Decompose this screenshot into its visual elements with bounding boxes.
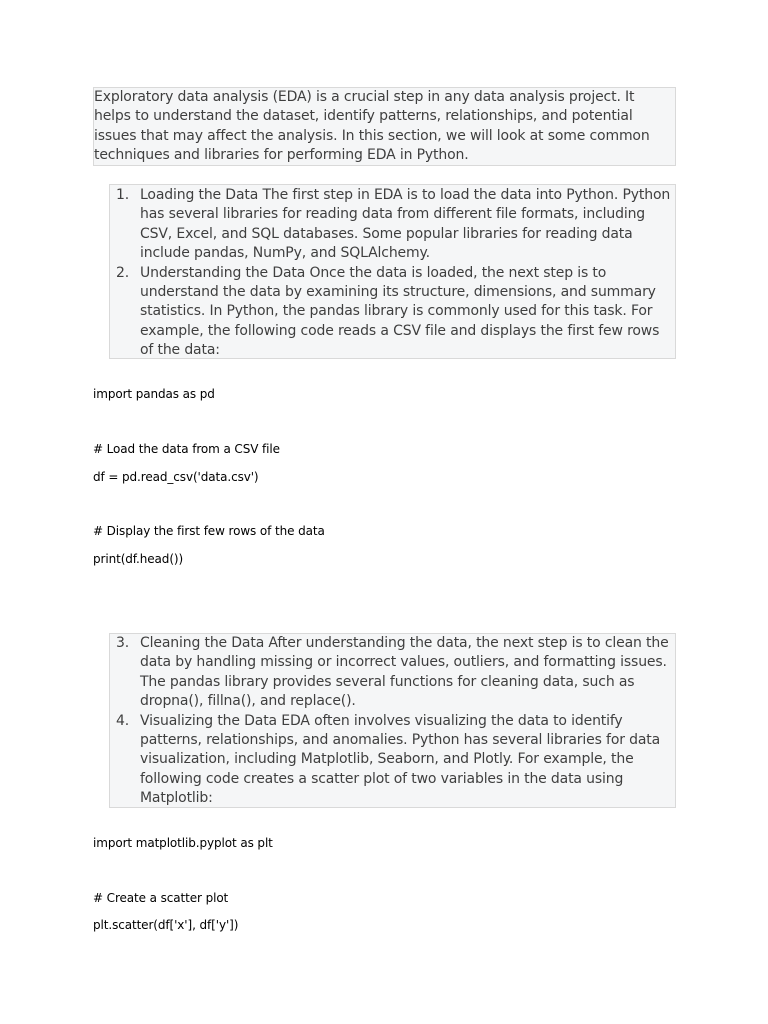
code-line-import-pandas: import pandas as pd [93, 387, 215, 401]
code-line-read-csv: df = pd.read_csv('data.csv') [93, 470, 259, 484]
list-item [110, 264, 675, 361]
list-number: 4. [116, 712, 130, 729]
list-item-text: Visualizing the Data EDA often involves visualizing the data to identify patterns, relationships, and anomalies. Python has several libraries for data visualization, including Matplotlib, Seaborn, and Plotly. For example, the following code creates a scatter plot of two variables in the data using Matplotlib: [140, 712, 661, 807]
code-comment-display: # Display the first few rows of the data [93, 524, 325, 538]
code-line-print: print(df.head()) [93, 552, 184, 566]
list-number: 3. [116, 635, 130, 651]
code-line-scatter: plt.scatter(df['x'], df['y']) [93, 918, 239, 932]
code-line-import-matplotlib: import matplotlib.pyplot as plt [93, 836, 273, 850]
code-comment-scatter: # Create a scatter plot [93, 891, 229, 905]
list-number: 2. [116, 264, 130, 281]
intro-text: Exploratory data analysis (EDA) is a crucial step in any data analysis project. It helps to understand the dataset, identify patterns, relationships, and potential issues that may affect the analysis. In this section, we will look at some common techniques and libraries for performing EDA in Python. [94, 89, 650, 164]
numbered-list-2 [109, 633, 676, 808]
numbered-list-1 [109, 184, 676, 359]
list-item [110, 634, 675, 712]
code-comment-load: # Load the data from a CSV file [93, 442, 280, 456]
list-item-text: Understanding the Data Once the data is loaded, the next step is to understand the data by examining its structure, dimensions, and summary statistics. In Python, the pandas library is commonly used for this task. For example, the following code reads a CSV file and displays the first few rows of the data: [140, 264, 660, 359]
list-number: 1. [116, 187, 130, 203]
intro-paragraph [93, 87, 676, 166]
list-item [110, 712, 675, 809]
list-item-text: Cleaning the Data After understanding the data, the next step is to clean the data by handling missing or incorrect values, outliers, and formatting issues. The pandas library provides several functions for cleaning data, such as dropna(), fillna(), and replace(). [140, 635, 669, 710]
list-item [110, 186, 675, 264]
list-item-text: Loading the Data The first step in EDA is to load the data into Python. Python has several libraries for reading data from different file formats, including CSV, Excel, and SQL databases. Some popular libraries for reading data include pandas, NumPy, and SQLAlchemy. [140, 187, 671, 262]
